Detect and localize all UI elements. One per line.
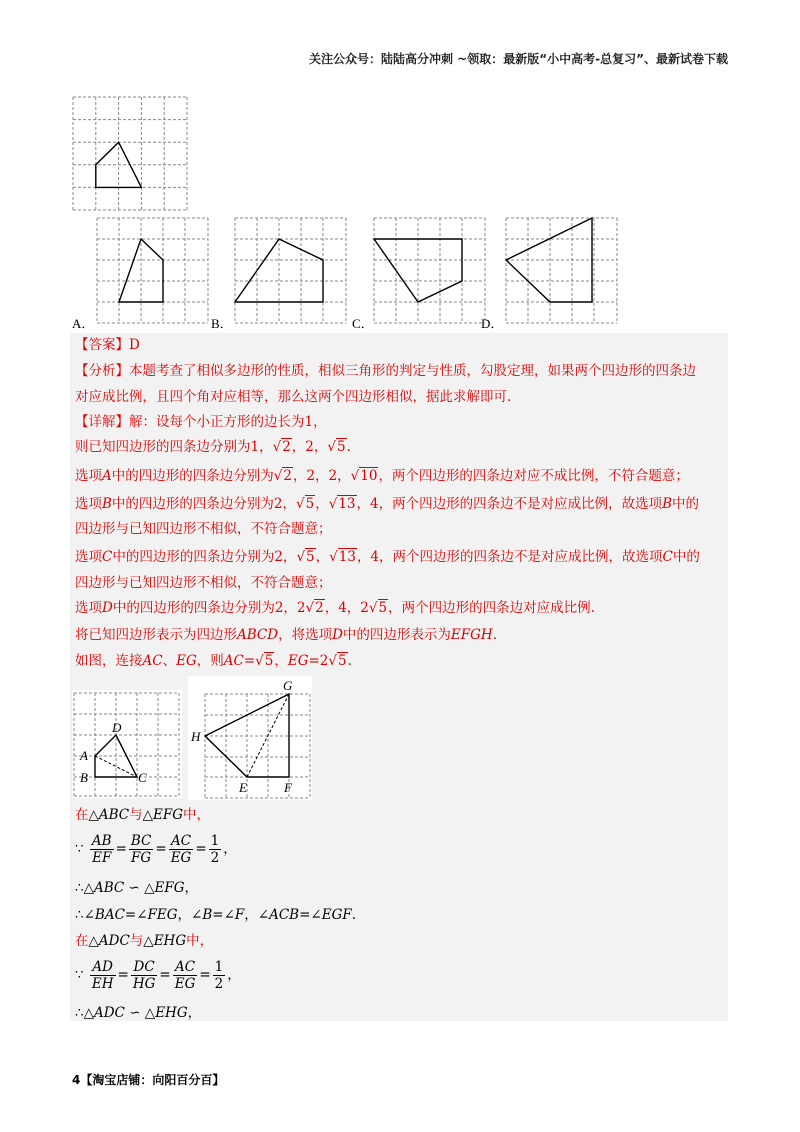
answer-tag: 【答案】 — [75, 337, 129, 353]
analysis-line-2: 对应成比例，且四个角对应相等，那么这两个四边形相似，据此求解即可. — [75, 389, 512, 405]
option-c-figure — [372, 216, 487, 324]
option-letter: B — [662, 496, 673, 512]
text: ，2， — [291, 439, 328, 455]
text: ，4，2 — [324, 600, 369, 616]
proof-line-7: ∴△ADC ∽ △EHG， — [75, 1005, 202, 1021]
label-d: D — [112, 720, 122, 735]
radicand: 10 — [360, 468, 378, 484]
proof-line-5: 在△ADC与△EHG中， — [75, 933, 214, 949]
text: 选项 — [75, 549, 102, 565]
denominator: 2 — [214, 976, 224, 992]
triangle-name: EFG — [153, 807, 184, 823]
radicand: 2 — [282, 439, 291, 455]
proof-line-3: ∴△ABC ∽ △EFG， — [75, 880, 199, 896]
detail-tag: 【详解】 — [75, 414, 129, 430]
text: ，将选项 — [278, 627, 333, 643]
text: =2 — [308, 653, 329, 669]
text: 中的四边形表示为 — [342, 627, 451, 643]
analysis-line-1 — [75, 361, 696, 381]
radicand: 2 — [315, 600, 324, 616]
text: ，则 — [196, 653, 224, 669]
answer-line — [75, 335, 140, 355]
text: 中的四边形的四条边分别为2， — [112, 549, 297, 565]
text: ， — [223, 841, 237, 857]
text: 在 — [75, 807, 89, 823]
triangle-name: ADC — [93, 1005, 125, 1021]
proof-line-4: ∴∠BAC=∠FEG，∠B=∠F，∠ACB=∠EGF. — [75, 907, 357, 923]
detail-option-a: 选项A中的四边形的四条边分别为√2，2，2，√10，两个四边形的四条边对应不成比例，不符合题意； — [75, 468, 689, 484]
text: 中的四边形的四条边分别为2，2 — [112, 600, 306, 616]
text: ， — [315, 496, 329, 512]
text: 与 — [129, 807, 143, 823]
triangle-name: EFG — [154, 880, 185, 896]
detail-option-d: 选项D中的四边形的四条边分别为2，2√2，4，2√5，两个四边形的四条边对应成比例. — [75, 600, 595, 616]
detail-option-b: 选项B中的四边形的四条边分别为2，√5，√13，4，两个四边形的四条边不是对应成比例，故选项B中的 — [75, 496, 700, 512]
option-d-label: D． — [481, 316, 504, 331]
triangle-name: EHG — [155, 1005, 188, 1021]
radicand: 2 — [283, 468, 292, 484]
text: . — [346, 439, 351, 455]
segment: AC — [223, 653, 244, 669]
option-b-label: B． — [211, 316, 233, 331]
analysis-text-1: 本题考查了相似多边形的性质，相似三角形的判定与性质，勾股定理，如果两个四边形的四条边 — [129, 363, 696, 379]
angle-name: BAC — [94, 907, 125, 923]
triangle-name: ABC — [93, 880, 125, 896]
label-e: E — [239, 780, 247, 795]
text: 、 — [162, 653, 177, 669]
text: = — [243, 653, 256, 669]
analysis-tag: 【分析】 — [75, 363, 129, 379]
text: ，4，两个四边形的四条边不是对应成比例，故选项 — [356, 549, 663, 565]
option-c-label: C． — [352, 316, 374, 331]
text: 选项 — [75, 600, 102, 616]
detail-known-sides: 则已知四边形的四条边分别为1，√2，2，√5. — [75, 439, 351, 455]
text: 中的 — [672, 549, 700, 565]
radicand: 5 — [338, 653, 347, 669]
denominator: EG — [174, 976, 196, 992]
numerator: BC — [130, 833, 152, 849]
numerator: AC — [169, 833, 194, 850]
detail-intro: 解：设每个小正方形的边长为1， — [129, 414, 327, 430]
text: ， — [315, 549, 330, 565]
text: 在 — [75, 933, 89, 949]
radicand: 5 — [337, 439, 346, 455]
quad-name: EFGH — [450, 627, 493, 643]
text: 选项 — [75, 468, 102, 484]
text: 中的 — [672, 496, 700, 512]
proof-ratio-1: ∵ $\frac{AB}{EF}$ = $\frac{BC}{FG}$ = $\frac{AC}{EG}$ = $\frac{1}{2}$ ， — [75, 833, 237, 866]
text: . — [347, 653, 352, 669]
therefore-symbol: ∴ — [75, 1005, 84, 1021]
given-quadrilateral-figure — [70, 95, 190, 213]
radicand: 5 — [264, 653, 274, 669]
radicand: 5 — [305, 496, 315, 512]
option-letter: A — [102, 468, 112, 484]
option-letter: C — [662, 549, 673, 565]
numerator: 1 — [210, 833, 220, 849]
text: ， — [187, 1005, 202, 1021]
text: 中， — [183, 807, 211, 823]
text: 如图，连接 — [75, 653, 143, 669]
because-symbol: ∵ — [75, 967, 84, 983]
text: . — [492, 627, 497, 643]
because-symbol: ∵ — [75, 841, 84, 857]
figure-abcd — [72, 690, 182, 798]
angle-name: ACB — [269, 907, 300, 923]
text: 与 — [129, 933, 144, 949]
option-d-figure — [504, 216, 619, 324]
label-b: B — [80, 770, 88, 785]
radicand: 13 — [338, 496, 356, 512]
denominator: EH — [91, 976, 114, 992]
denominator: EG — [170, 850, 192, 866]
detail-option-c-cont: 四边形与已知四边形不相似，不符合题意； — [75, 575, 332, 591]
detail-option-b-cont: 四边形与已知四边形不相似，不符合题意； — [75, 521, 332, 537]
therefore-symbol: ∴ — [75, 880, 84, 896]
denominator: FG — [131, 850, 152, 866]
numerator: AD — [90, 959, 116, 976]
detail-line-intro — [75, 412, 327, 432]
radicand: 13 — [338, 549, 356, 565]
text: 则已知四边形的四条边分别为1， — [75, 439, 273, 455]
numerator: DC — [131, 959, 158, 976]
text: . — [351, 907, 357, 923]
page-header: 关注公众号：陆陆高分冲刺 ~领取：最新版“小中高考-总复习”、最新试卷下载 — [309, 52, 728, 66]
detail-connect: 如图，连接AC、EG，则AC=√5，EG=2√5. — [75, 653, 352, 669]
label-h: H — [191, 729, 201, 744]
denominator: 2 — [210, 850, 220, 866]
radicand: 5 — [306, 549, 315, 565]
triangle-name: ABC — [98, 807, 130, 823]
triangle-name: ADC — [98, 933, 130, 949]
denominator: HG — [132, 976, 156, 992]
text: ，两个四边形的四条边对应成比例. — [388, 600, 595, 616]
proof-line-1: 在△ABC与△EFG中， — [75, 807, 211, 823]
segment: AC — [142, 653, 163, 669]
text: ， — [274, 653, 288, 669]
text: ，2，2， — [292, 468, 351, 484]
detail-represent — [75, 625, 497, 645]
segment: EG — [176, 653, 197, 669]
denominator: EF — [92, 850, 112, 866]
proof-ratio-2: ∵ $\frac{AD}{EH}$ = $\frac{DC}{HG}$ = $\frac{AC}{EG}$ = $\frac{1}{2}$ ， — [75, 959, 241, 992]
quad-name: ABCD — [237, 627, 279, 643]
label-a: A — [80, 748, 88, 763]
numerator: AC — [173, 959, 198, 976]
text: 将已知四边形表示为四边形 — [75, 627, 237, 643]
text: ， — [227, 967, 241, 983]
angle-name: B — [202, 907, 213, 923]
text: 选项 — [75, 496, 102, 512]
numerator: AB — [91, 833, 112, 849]
label-c: C — [138, 770, 147, 785]
radicand: 5 — [378, 600, 388, 616]
angle-name: FEG — [147, 907, 178, 923]
text: ，两个四边形的四条边对应不成比例，不符合题意； — [378, 468, 689, 484]
detail-option-c: 选项C中的四边形的四条边分别为2，√5，√13，4，两个四边形的四条边不是对应成比例，故选项C中的 — [75, 549, 700, 565]
figure-efgh — [188, 676, 312, 800]
option-letter: C — [102, 549, 113, 565]
label-f: F — [284, 780, 292, 795]
similar-symbol: ∽ — [129, 1005, 141, 1021]
option-letter: D — [102, 600, 113, 616]
option-b-figure — [233, 216, 348, 324]
text: 中的四边形的四条边分别为2， — [111, 496, 297, 512]
label-g: G — [283, 678, 293, 693]
option-letter: B — [102, 496, 112, 512]
triangle-name: EHG — [153, 933, 187, 949]
therefore-symbol: ∴ — [75, 907, 84, 923]
option-letter: D — [332, 627, 343, 643]
angle-name: F — [234, 907, 245, 923]
option-a-label: A． — [72, 316, 95, 331]
text: ，4，两个四边形的四条边不是对应成比例，故选项 — [356, 496, 663, 512]
numerator: 1 — [214, 959, 224, 975]
segment: EG — [287, 653, 309, 669]
angle-name: EGF — [321, 907, 352, 923]
text: ， — [184, 880, 199, 896]
similar-symbol: ∽ — [128, 880, 140, 896]
option-a-figure — [95, 216, 210, 324]
page-footer: 4【淘宝店铺：向阳百分百】 — [72, 1073, 225, 1087]
text: 中的四边形的四条边分别为 — [111, 468, 274, 484]
text: 中， — [186, 933, 214, 949]
answer-value: D — [129, 337, 140, 353]
